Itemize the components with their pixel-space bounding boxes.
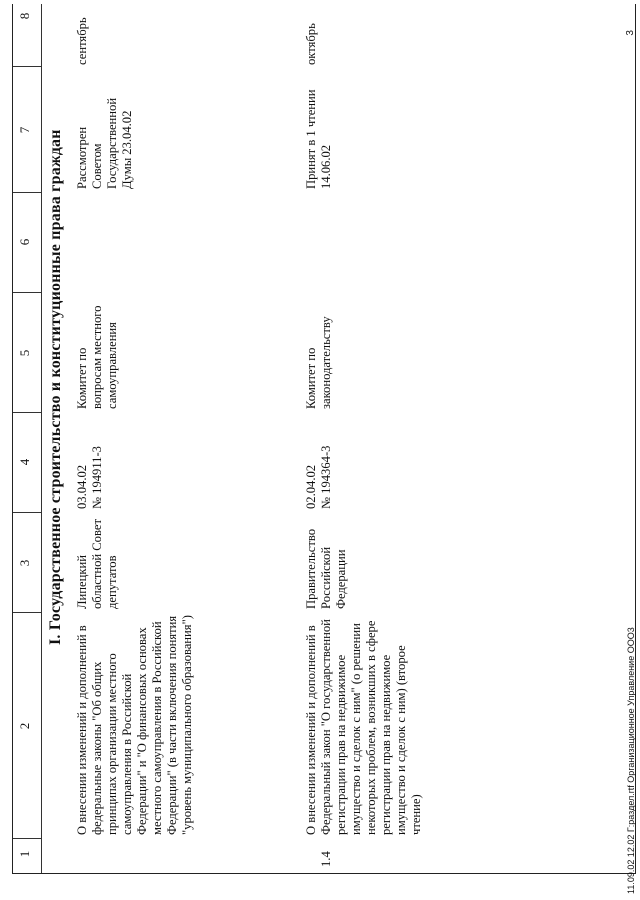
header-col-1: 1 (17, 850, 32, 858)
section-title: I. Государственное строительство и конституционные права граждан (47, 129, 64, 645)
header-col-8: 8 (17, 12, 32, 20)
header-rule (41, 4, 42, 873)
header-col-2: 2 (17, 722, 32, 730)
legislation-table (12, 4, 636, 874)
header-col-5: 5 (17, 349, 32, 357)
header-col-3: 3 (17, 559, 32, 567)
row1-month: сентябрь (75, 17, 89, 65)
row2-title: О внесении изменений и дополнений в Федеральный закон "О государственной регистрации прав на недвижимое имущество и сделок с ним" (о решении некоторых проблем, возникших в сфере регистрации прав на недвижимое имущество и сделок с ним) (второе чтение) (304, 619, 423, 835)
col-sep-2 (13, 612, 41, 613)
row1-initiator: Липецкий областной Совет депутатов (75, 519, 119, 609)
col-sep-5 (13, 292, 41, 293)
col-sep-7 (13, 66, 41, 67)
col-sep-3 (13, 512, 41, 513)
header-col-7: 7 (17, 126, 32, 134)
header-col-6: 6 (17, 238, 32, 246)
row1-date: 03.04.02 (75, 464, 89, 509)
row2-date: 02.04.02 (304, 464, 318, 509)
row2-month: октябрь (304, 23, 318, 65)
row2-status: Принят в 1 чтении 14.06.02 (304, 89, 333, 189)
col-sep-4 (13, 412, 41, 413)
row2-initiator: Правительство Российской Федерации (304, 528, 348, 609)
row1-committee: Комитет по вопросам местного самоуправления (75, 305, 119, 409)
footer-file-info: 11.09.02 12.02 Г:раздел.rtf Организационное Управление ООО3 (626, 627, 636, 894)
col-sep-6 (13, 192, 41, 193)
row2-number: 1.4 (319, 851, 333, 867)
row2-committee: Комитет по законодательству (304, 316, 333, 409)
page-number: 3 (625, 30, 636, 36)
row1-title: О внесении изменений и дополнений в федеральные законы "Об общих принципах организации местного самоуправления в Российской Федерации" и "О финансовых основах местного самоуправления в Российской Федерации" (в части включения понятия "уровень муниципального образования") (75, 615, 194, 835)
row1-status: Рассмотрен Советом Государственной Думы 23.04.02 (75, 97, 134, 189)
row1-reg-number: № 194911-3 (90, 446, 104, 509)
header-col-4: 4 (17, 458, 32, 466)
row2-reg-number: № 194364-3 (319, 445, 333, 509)
